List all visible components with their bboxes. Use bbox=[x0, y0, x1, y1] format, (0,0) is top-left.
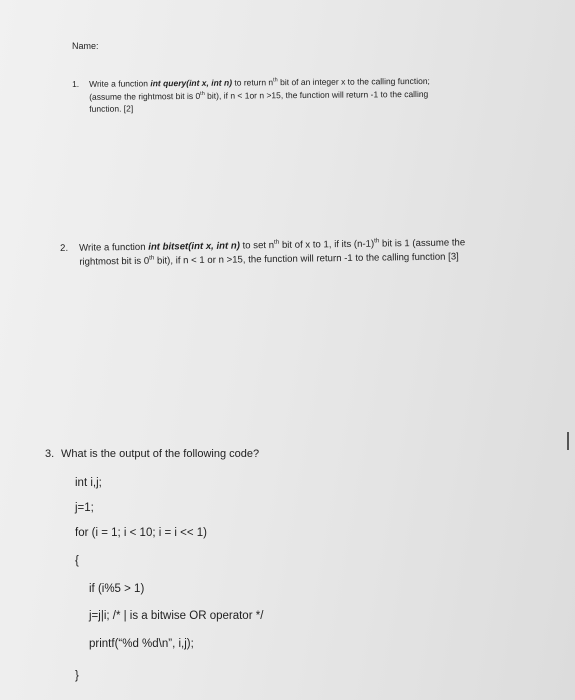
code-line-7: printf(“%d %d\n”, i,j); bbox=[89, 638, 194, 650]
question-1-text-pre: Write a function bbox=[89, 78, 151, 89]
question-2-sup2: th bbox=[374, 237, 380, 245]
question-1-text-mid: to return n bbox=[231, 77, 274, 88]
question-2-number: 2. bbox=[60, 242, 69, 254]
question-2-function-signature: int bitset(int x, int n) bbox=[148, 240, 240, 253]
question-1 bbox=[72, 75, 430, 116]
code-line-4: { bbox=[75, 555, 79, 567]
question-3 bbox=[45, 448, 259, 460]
question-2-text-pre: Write a function bbox=[79, 241, 149, 254]
question-1-text-post: bit of an integer x to the calling function; bbox=[277, 75, 430, 88]
code-line-1: int i,j; bbox=[75, 477, 102, 489]
question-1-number: 1. bbox=[72, 78, 80, 89]
question-2 bbox=[60, 236, 465, 270]
question-2-text-post: bit is 1 (assume the bbox=[379, 237, 466, 250]
question-2-line2-sup: th bbox=[149, 254, 155, 262]
code-line-8: } bbox=[75, 670, 79, 682]
question-1-line2-sup: th bbox=[200, 90, 205, 97]
question-1-function-signature: int query(int x, int n) bbox=[150, 77, 233, 89]
question-1-line2-post: bit), if n < 1or n >15, the function will return -1 to the calling bbox=[204, 88, 429, 101]
question-2-text-mid2: bit of x to 1, if its (n-1) bbox=[279, 238, 375, 251]
code-line-5: if (i%5 > 1) bbox=[89, 583, 145, 595]
code-line-3: for (i = 1; i < 10; i = i << 1) bbox=[75, 527, 207, 539]
question-3-text: What is the output of the following code? bbox=[61, 448, 260, 460]
name-label: Name: bbox=[72, 41, 99, 51]
question-1-sup: th bbox=[273, 77, 278, 84]
question-1-line3: function. [2] bbox=[89, 103, 134, 114]
question-2-line2-post: bit), if n < 1 or n >15, the function will return -1 to the calling function [3] bbox=[154, 251, 459, 267]
code-line-2: j=1; bbox=[75, 502, 94, 514]
question-1-line2-pre: (assume the rightmost bit is 0 bbox=[89, 90, 201, 102]
question-2-line2-pre: rightmost bit is 0 bbox=[79, 255, 150, 268]
question-3-number: 3. bbox=[45, 448, 55, 460]
code-line-6: j=j|i; /* | is a bitwise OR operator */ bbox=[89, 610, 264, 622]
question-2-sup: th bbox=[273, 238, 280, 246]
question-2-text-mid: to set n bbox=[239, 240, 275, 252]
paper-edge-shadow bbox=[567, 432, 569, 450]
